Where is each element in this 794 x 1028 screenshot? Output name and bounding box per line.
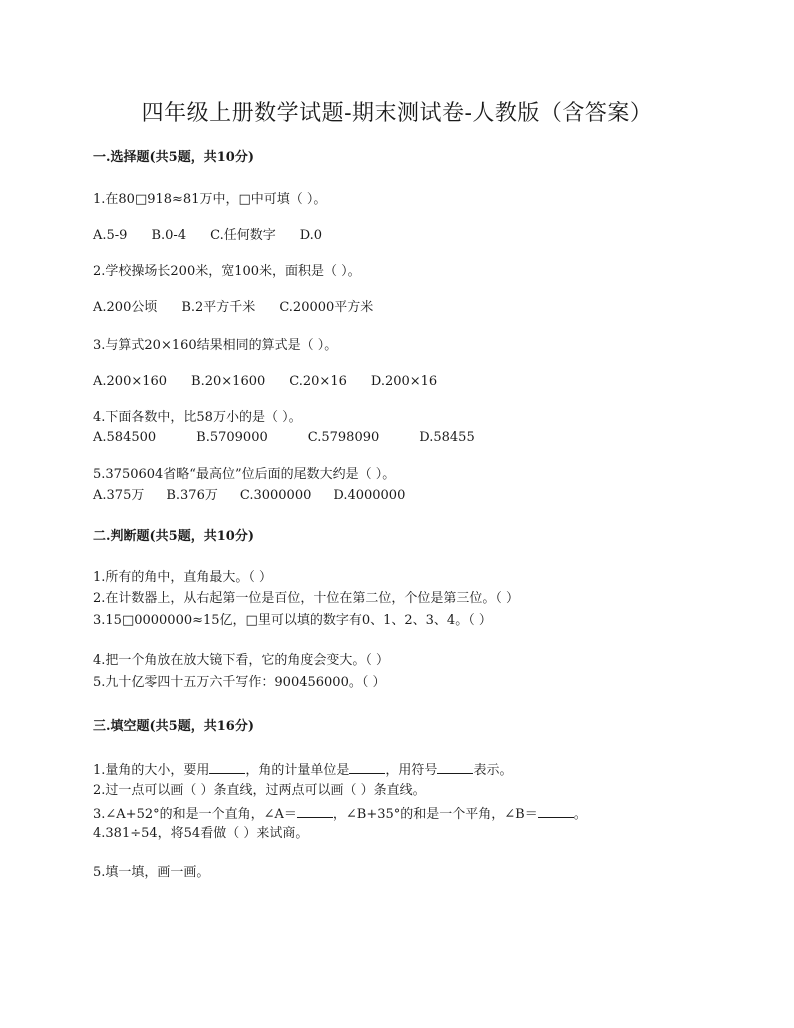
option: B.0-4 <box>151 228 187 243</box>
option: A.584500 <box>93 430 157 445</box>
question-fragment: ，用符号 <box>385 763 438 778</box>
question-fragment: 3.∠A+52°的和是一个直角，∠A＝ <box>93 807 297 822</box>
option: C.3000000 <box>239 488 312 503</box>
option: A.200×160 <box>93 374 168 389</box>
answer-blank[interactable] <box>349 761 385 774</box>
question-fragment: ，角的计量单位是 <box>245 763 350 778</box>
option: C.任何数字 <box>210 228 276 243</box>
option: D.0 <box>299 228 323 243</box>
page-title: 四年级上册数学试题-期末测试卷-人教版（含答案） <box>141 101 653 126</box>
question-text: 4.381÷54，将54看做（ ）来试商。 <box>93 826 309 841</box>
option: D.4000000 <box>333 488 406 503</box>
option: B.20×1600 <box>191 374 266 389</box>
option: C.5798090 <box>307 430 380 445</box>
option: B.5709000 <box>196 430 268 445</box>
question-options <box>93 300 397 316</box>
option: A.5-9 <box>93 228 128 243</box>
option: A.375万 <box>93 488 145 503</box>
question-fragment: 。 <box>573 807 587 822</box>
question-text: 1.所有的角中，直角最大。（ ） <box>93 570 273 585</box>
answer-blank[interactable] <box>209 761 245 774</box>
section-heading-judgement: 二.判断题(共5题，共10分) <box>93 529 254 544</box>
question-text: 5.填一填，画一画。 <box>93 865 210 880</box>
question-options <box>93 488 429 504</box>
option: C.20×16 <box>289 374 347 389</box>
section-heading-choice: 一.选择题(共5题，共10分) <box>93 150 254 165</box>
question-text: 2.在计数器上，从右起第一位是百位，十位在第二位，个位是第三位。（ ） <box>93 591 520 606</box>
question-options <box>93 430 499 446</box>
question-fragment: 1.量角的大小，要用 <box>93 763 210 778</box>
option: A.200公顷 <box>93 300 158 315</box>
question-options <box>93 228 346 244</box>
answer-blank[interactable] <box>297 805 333 818</box>
question-text: 2.过一点可以画（ ）条直线，过两点可以画（ ）条直线。 <box>93 783 426 798</box>
option: D.200×16 <box>370 374 438 389</box>
answer-blank[interactable] <box>437 761 473 774</box>
option: B.376万 <box>166 488 218 503</box>
question-fragment: 表示。 <box>473 763 513 778</box>
question-text <box>93 805 587 823</box>
question-text <box>93 761 512 779</box>
option: C.20000平方米 <box>279 300 374 315</box>
question-text: 2.学校操场长200米，宽100米，面积是（ ）。 <box>93 264 361 279</box>
question-text: 5.3750604省略“最高位”位后面的尾数大约是（ ）。 <box>93 467 396 482</box>
section-heading-fill: 三.填空题(共5题，共16分) <box>93 719 254 734</box>
question-text: 5.九十亿零四十五万六千写作：900456000。（ ） <box>93 675 386 690</box>
question-text: 3.15□0000000≈15亿，□里可以填的数字有0、1、2、3、4。（ ） <box>93 613 492 628</box>
answer-blank[interactable] <box>538 805 574 818</box>
option: B.2平方千米 <box>181 300 256 315</box>
option: D.58455 <box>419 430 475 445</box>
question-options <box>93 374 461 390</box>
question-text: 3.与算式20×160结果相同的算式是（ ）。 <box>93 338 338 353</box>
question-text: 4.把一个角放在放大镜下看，它的角度会变大。（ ） <box>93 653 390 668</box>
question-text: 1.在80□918≈81万中，□中可填（ ）。 <box>93 192 327 207</box>
question-text: 4.下面各数中，比58万小的是（ ）。 <box>93 410 302 425</box>
question-fragment: ，∠B+35°的和是一个平角，∠B＝ <box>332 807 538 822</box>
